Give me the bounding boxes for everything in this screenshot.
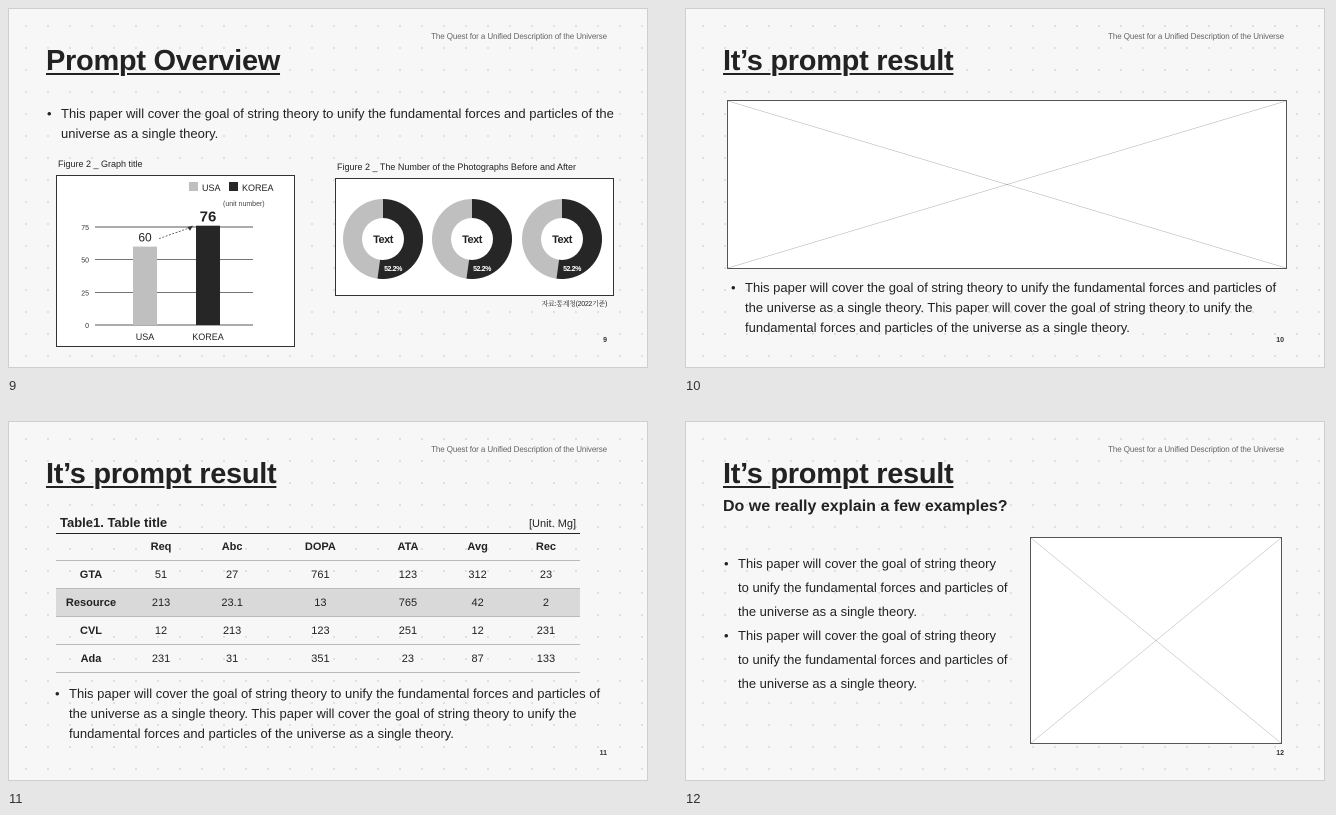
table-cell: 51 <box>126 561 196 589</box>
table-cell: 231 <box>512 617 580 645</box>
table-cell: 23 <box>373 645 444 673</box>
x-tick-label: KOREA <box>192 332 224 342</box>
page-number: 10 <box>1276 337 1284 344</box>
donut-chart-frame <box>335 178 614 296</box>
slide-9[interactable] <box>8 8 648 368</box>
bullet-text <box>47 104 621 144</box>
table-cell: 251 <box>373 617 444 645</box>
table-cell: 12 <box>443 617 512 645</box>
bar <box>133 247 157 325</box>
trend-arrow <box>159 228 190 239</box>
donut-value-label: 52.2% <box>563 266 581 273</box>
unit-note: (unit number) <box>223 201 265 208</box>
bullet-dot: • <box>47 106 52 121</box>
table-cell: 213 <box>126 589 196 617</box>
table-cell: 312 <box>443 561 512 589</box>
slide-12[interactable] <box>685 421 1325 781</box>
bullet-content: This paper will cover the goal of string theory to unify the fundamental forces and particles of the universe as a single theory. <box>61 106 614 141</box>
table-row-label: CVL <box>56 617 126 645</box>
legend-swatch-usa <box>189 182 198 191</box>
table-cell: 12 <box>126 617 196 645</box>
arrow-head-icon <box>187 226 193 231</box>
y-tick-label: 50 <box>81 257 89 265</box>
table-cell: 765 <box>373 589 444 617</box>
data-table <box>56 534 580 673</box>
table-cell: 87 <box>443 645 512 673</box>
table-cell: 42 <box>443 589 512 617</box>
donut-value-label: 52.2% <box>473 266 491 273</box>
slide-title: It’s prompt result <box>46 458 277 490</box>
page-number: 12 <box>1276 750 1284 757</box>
table-header-cell: Rec <box>512 534 580 561</box>
slide-number-label[interactable]: 11 <box>9 791 23 806</box>
legend-swatch-korea <box>229 182 238 191</box>
slide-title: It’s prompt result <box>723 45 954 77</box>
bar-chart-caption: Figure 2 _ Graph title <box>58 159 143 169</box>
slide-header: The Quest for a Unified Description of the Universe <box>431 32 607 41</box>
legend-label-korea: KOREA <box>242 183 274 193</box>
x-tick-label: USA <box>135 332 155 342</box>
data-label: 60 <box>138 230 152 245</box>
table-row-label: Resource <box>56 589 126 617</box>
bullet-text <box>724 624 1010 696</box>
table-header-cell: Avg <box>443 534 512 561</box>
table-cell: 123 <box>268 617 372 645</box>
data-label: 76 <box>199 208 217 226</box>
table-row-label: Ada <box>56 645 126 673</box>
image-placeholder[interactable] <box>727 100 1287 269</box>
table-cell: 23.1 <box>196 589 268 617</box>
table-cell: 231 <box>126 645 196 673</box>
slide-10[interactable] <box>685 8 1325 368</box>
table-title: Table1. Table title <box>60 515 168 530</box>
donut-center-label: Text <box>552 234 572 246</box>
bullet-text <box>55 684 609 744</box>
table-header-cell: ATA <box>373 534 444 561</box>
slide-number-label[interactable]: 10 <box>686 378 701 393</box>
placeholder-cross-icon <box>728 101 1286 268</box>
source-note: 자료:통계청(2022기준) <box>541 301 607 308</box>
table-cell: 27 <box>196 561 268 589</box>
table-header-row <box>56 534 580 561</box>
slide-title: Prompt Overview <box>46 45 281 77</box>
table-cell: 31 <box>196 645 268 673</box>
bullet-dot: • <box>724 556 729 571</box>
donut-chart <box>432 199 512 279</box>
slide-number-label[interactable]: 9 <box>9 378 17 393</box>
donut-center-label: Text <box>462 234 482 246</box>
placeholder-cross-icon <box>1031 538 1281 743</box>
table-cell: 23 <box>512 561 580 589</box>
table-header-cell: Req <box>126 534 196 561</box>
y-tick-label: 25 <box>81 290 89 298</box>
slide-header: The Quest for a Unified Description of the Universe <box>431 445 607 454</box>
table-cell: 213 <box>196 617 268 645</box>
table-unit: [Unit. Mg] <box>529 518 577 530</box>
table-cell: 133 <box>512 645 580 673</box>
table-cell: 13 <box>268 589 372 617</box>
bar <box>196 226 220 325</box>
table-row-highlighted <box>56 589 580 617</box>
bullet-text <box>731 278 1285 338</box>
slide-subtitle: Do we really explain a few examples? <box>723 498 1008 515</box>
bullet-dot: • <box>724 628 729 643</box>
bar-chart <box>57 176 294 346</box>
page-number: 9 <box>603 337 607 344</box>
slide-11[interactable] <box>8 421 648 781</box>
bullet-content: This paper will cover the goal of string theory to unify the fundamental forces and particles of the universe as a single theory. <box>738 628 1008 691</box>
table-header-cell <box>56 534 126 561</box>
legend-label-usa: USA <box>202 183 221 193</box>
donut-value-label: 52.2% <box>384 266 402 273</box>
table-cell: 761 <box>268 561 372 589</box>
image-placeholder[interactable] <box>1030 537 1282 744</box>
table-row <box>56 645 580 673</box>
slide-header: The Quest for a Unified Description of the Universe <box>1108 445 1284 454</box>
donut-chart <box>522 199 602 279</box>
table-header-cell: Abc <box>196 534 268 561</box>
bullet-text <box>724 552 1010 624</box>
y-tick-label: 75 <box>81 225 89 232</box>
bullet-content: This paper will cover the goal of string theory to unify the fundamental forces and particles of the universe as a single theory. <box>738 556 1008 619</box>
table-cell: 2 <box>512 589 580 617</box>
table-header-cell: DOPA <box>268 534 372 561</box>
table-row <box>56 617 580 645</box>
slide-title: It’s prompt result <box>723 458 954 490</box>
donut-charts <box>336 179 613 295</box>
slide-number-label[interactable]: 12 <box>686 791 701 806</box>
bullet-content: This paper will cover the goal of string theory to unify the fundamental forces and particles of the universe as a single theory. This paper will cover the goal of string theory to unify the fundamental forces and particles of the universe as a single theory. <box>69 686 601 741</box>
bullet-dot: • <box>731 280 736 295</box>
donut-chart-caption: Figure 2 _ The Number of the Photographs Before and After <box>337 162 576 172</box>
table-cell: 351 <box>268 645 372 673</box>
donut-center-label: Text <box>373 234 393 246</box>
page-number: 11 <box>599 750 607 757</box>
table-cell: 123 <box>373 561 444 589</box>
table-row-label: GTA <box>56 561 126 589</box>
bar-chart-frame <box>56 175 295 347</box>
donut-chart <box>343 199 423 279</box>
y-tick-label: 0 <box>85 323 89 330</box>
table-row <box>56 561 580 589</box>
slide-header: The Quest for a Unified Description of the Universe <box>1108 32 1284 41</box>
bullet-content: This paper will cover the goal of string theory to unify the fundamental forces and particles of the universe as a single theory. This paper will cover the goal of string theory to unify the fundamental forces and particles of the universe as a single theory. <box>745 280 1277 335</box>
bullet-dot: • <box>55 686 60 701</box>
